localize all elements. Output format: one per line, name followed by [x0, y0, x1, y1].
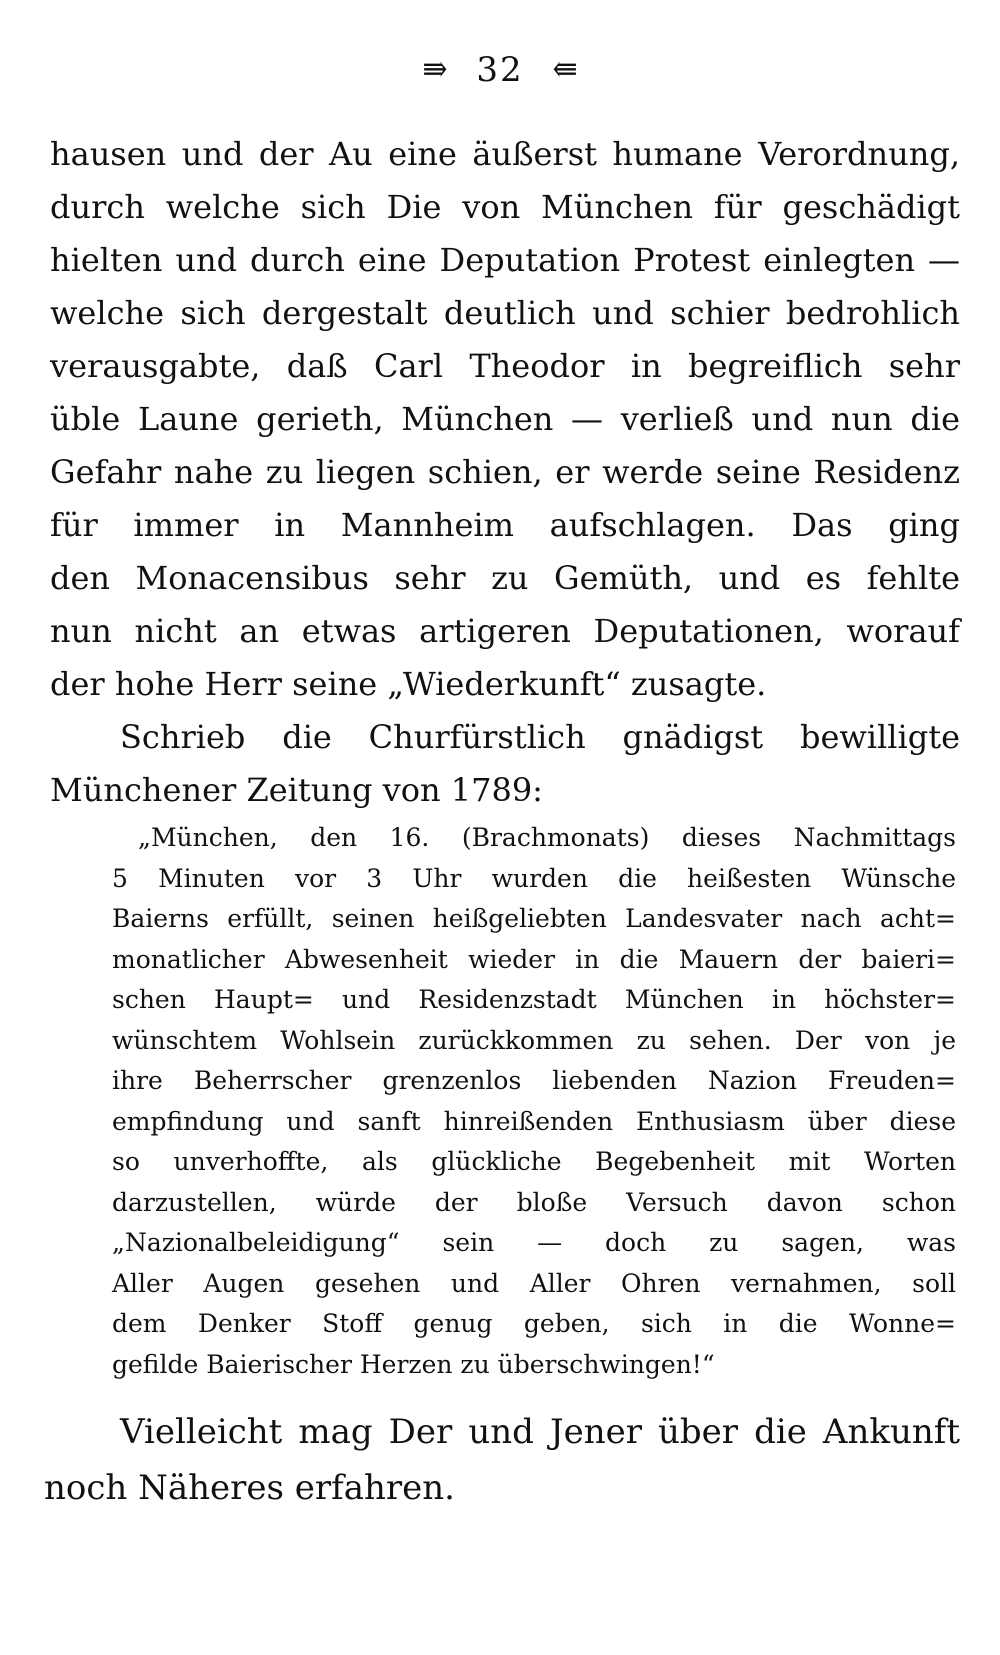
text-line: Münchener Zeitung von 1789:: [50, 771, 543, 809]
page-number: 32: [476, 50, 524, 90]
quote-line: „München, den 16. (Brachmonats) dieses Nachmittags: [138, 823, 956, 852]
text-line: Vielleicht mag Der und Jener über die Ankunft: [120, 1412, 960, 1452]
quote-line: gefilde Baierischer Herzen zu überschwingen!“: [112, 1349, 715, 1379]
text-line: üble Laune gerieth, München — verließ und nun die: [50, 400, 960, 438]
text-line: Schrieb die Churfürstlich gnädigst bewilligte: [120, 718, 960, 756]
quote-line: 5 Minuten vor 3 Uhr wurden die heißesten Wünsche: [112, 863, 956, 893]
text-line: hielten und durch eine Deputation Protest einlegten —: [50, 241, 960, 279]
right-arrow-ornament-icon: ⇚: [552, 52, 578, 87]
text-line: für immer in Mannheim aufschlagen. Das ging: [50, 506, 960, 544]
quote-line: empfindung und sanft hinreißenden Enthusiasm über diese: [112, 1106, 956, 1136]
text-line: den Monacensibus sehr zu Gemüth, und es fehlte: [50, 559, 960, 597]
quote-line: „Nazionalbeleidigung“ sein — doch zu sagen, was: [112, 1228, 956, 1257]
left-arrow-ornament-icon: ⇛: [422, 52, 448, 87]
quote-line: ihre Beherrscher grenzenlos liebenden Nazion Freuden=: [112, 1066, 956, 1095]
text-line: Gefahr nahe zu liegen schien, er werde seine Residenz: [50, 453, 960, 491]
quote-line: schen Haupt= und Residenzstadt München in höchster=: [112, 985, 956, 1014]
page-header: [0, 48, 1000, 90]
text-line: hausen und der Au eine äußerst humane Verordnung,: [50, 135, 960, 173]
quote-line: Aller Augen gesehen und Aller Ohren vernahmen, soll: [112, 1268, 956, 1298]
quote-line: dem Denker Stoff genug geben, sich in die Wonne=: [112, 1309, 956, 1338]
quoted-newspaper-excerpt: [112, 818, 956, 1385]
text-line: der hohe Herr seine „Wiederkunft“ zusagte.: [50, 665, 767, 703]
text-line: noch Näheres erfahren.: [44, 1468, 455, 1508]
closing-text: [44, 1404, 960, 1516]
quote-line: darzustellen, würde der bloße Versuch davon schon: [112, 1187, 956, 1217]
quote-line: wünschtem Wohlsein zurückkommen zu sehen. Der von je: [112, 1025, 956, 1055]
quote-line: Baierns erfüllt, seinen heißgeliebten Landesvater nach acht=: [112, 904, 956, 933]
main-text: [50, 128, 960, 817]
quote-line: so unverhoffte, als glückliche Begebenheit mit Worten: [112, 1147, 956, 1176]
text-line: durch welche sich Die von München für geschädigt: [50, 188, 960, 226]
text-line: verausgabte, daß Carl Theodor in begreiflich sehr: [50, 347, 960, 385]
text-line: welche sich dergestalt deutlich und schier bedrohlich: [50, 294, 960, 332]
quote-line: monatlicher Abwesenheit wieder in die Mauern der baieri=: [112, 944, 956, 974]
text-line: nun nicht an etwas artigeren Deputationen, worauf: [50, 612, 960, 650]
